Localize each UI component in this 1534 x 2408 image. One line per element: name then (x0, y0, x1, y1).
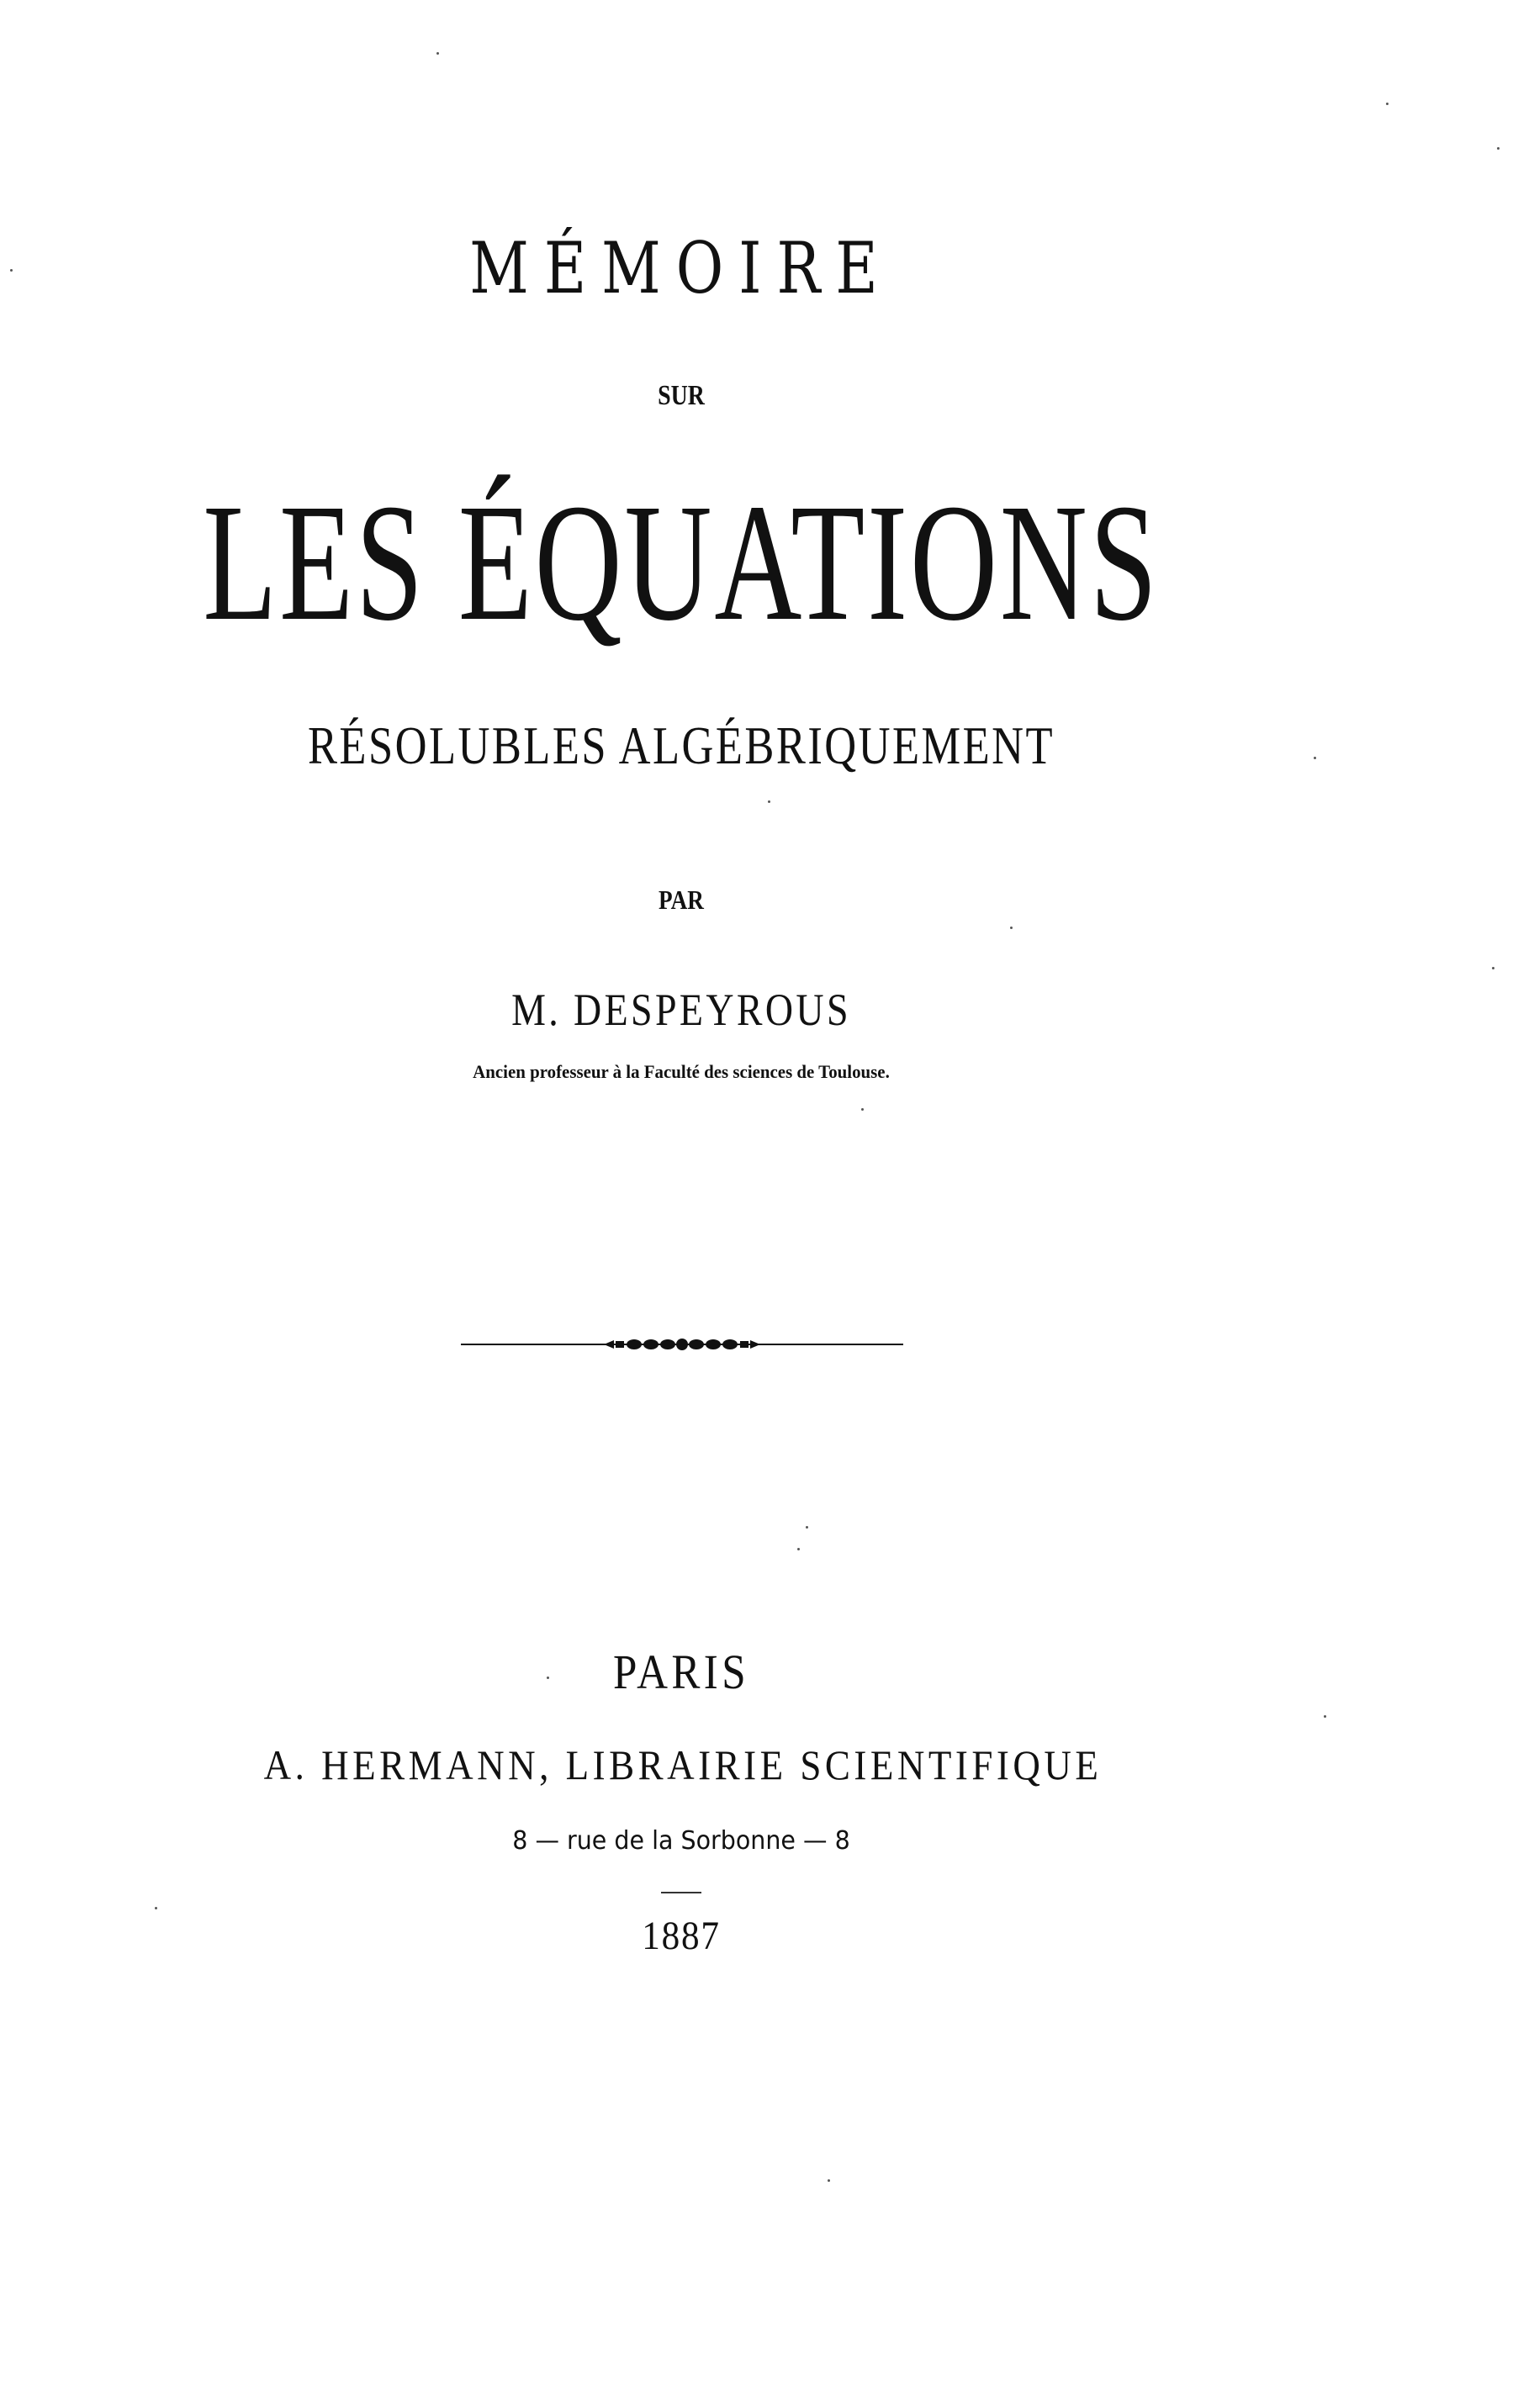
print-speck (806, 1526, 808, 1529)
print-speck (1324, 1715, 1326, 1718)
print-speck (1010, 927, 1013, 929)
heading-memoire: MÉMOIRE (469, 227, 893, 309)
print-speck (828, 2179, 830, 2182)
print-speck (547, 1677, 549, 1679)
by-label: PAR (659, 885, 704, 915)
author-name: M. DESPEYROUS (511, 985, 851, 1035)
subtitle: RÉSOLUBLES ALGÉBRIQUEMENT (307, 716, 1055, 775)
print-speck (861, 1108, 864, 1111)
imprint-city: PARIS (612, 1645, 749, 1699)
decorative-rule-ornament-icon (461, 1333, 903, 1356)
heading-connector: SUR (658, 380, 705, 411)
print-speck (436, 52, 439, 55)
imprint-publisher: A. HERMANN, LIBRAIRIE SCIENTIFIQUE (263, 1741, 1103, 1788)
author-affiliation: Ancien professeur à la Faculté des sciences de Toulouse. (473, 1061, 890, 1082)
main-title: LES ÉQUATIONS (203, 470, 1160, 656)
print-speck (768, 800, 770, 803)
print-speck (1386, 103, 1389, 105)
print-speck (1492, 967, 1494, 969)
imprint-address: 8 — rue de la Sorbonne — 8 (512, 1826, 850, 1856)
print-speck (797, 1548, 800, 1550)
imprint-year: 1887 (642, 1914, 721, 1958)
print-speck (1314, 757, 1316, 759)
print-speck (155, 1907, 157, 1909)
print-speck (10, 269, 13, 272)
short-divider (661, 1892, 701, 1893)
print-speck (1497, 147, 1500, 150)
